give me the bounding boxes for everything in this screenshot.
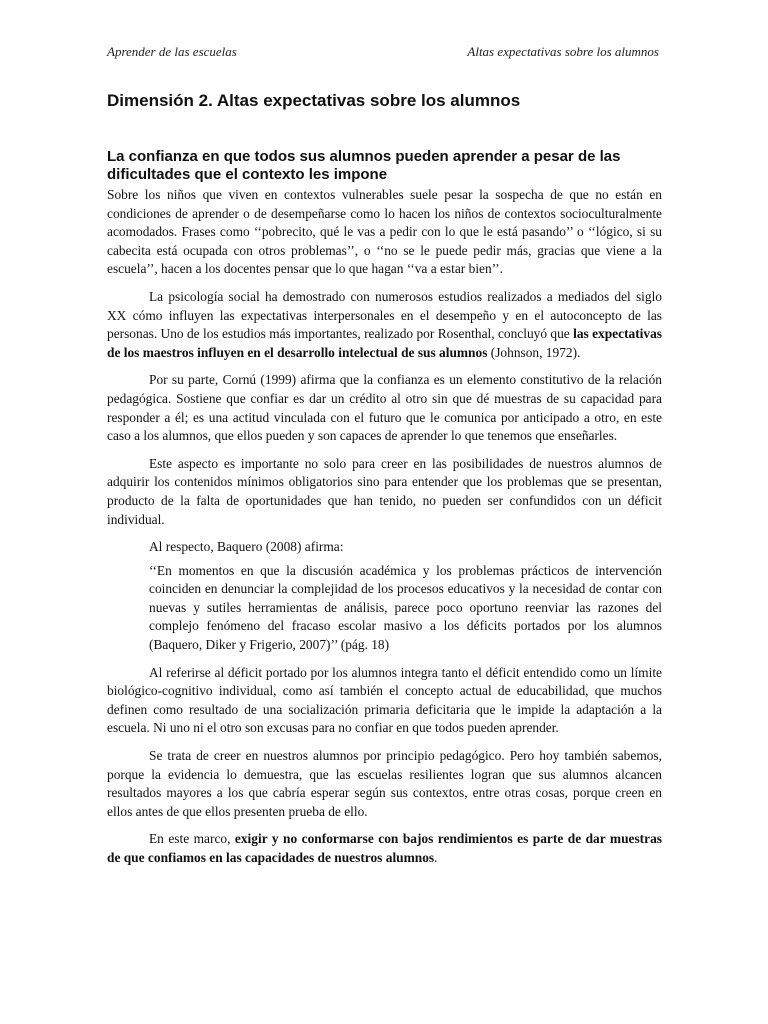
paragraph-3: Por su parte, Cornú (1999) afirma que la confianza es un elemento constitutivo de la relación pedagógica. Sostiene que confiar es dar un crédito al otro sin que dé muestras de su capacidad para responder a él; es una actitud vinculada con el futuro que le comunica por anticipado a otro, en este caso a los alumnos, que ellos pueden y son capaces de aprender lo que tenemos que enseñarles. bbox=[107, 372, 662, 444]
paragraph-2 bbox=[107, 288, 662, 362]
paragraph-2-bold: las expectativas de los maestros influyen en el desarrollo intelectual de sus alumnos bbox=[107, 326, 663, 360]
paragraph-2-text-b: (Johnson, 1972). bbox=[487, 344, 581, 360]
body-text bbox=[107, 186, 662, 877]
paragraph-6: Al referirse al déficit portado por los alumnos integra tanto el déficit entendido como un límite biológico-cognitivo individual, como así también el concepto actual de educabilidad, que muchos definen como resultado de una socialización primaria deficitaria que le impide la adaptación a la escuela. Ni uno ni el otro son excusas para no confiar en que todos pueden aprender. bbox=[107, 664, 662, 736]
section-title: La confianza en que todos sus alumnos pueden aprender a pesar de las dificultades que el contexto les impone bbox=[107, 148, 621, 183]
running-header bbox=[107, 44, 659, 60]
block-quote: ‘‘En momentos en que la discusión académica y los problemas prácticos de intervención coinciden en denunciar la complejidad de los procesos educativos y la necesidad de contar con nuevas y sutiles herramientas de análisis, parece poco oportuno reenviar las razones del complejo fenómeno del fracaso escolar masivo a los déficits portados por los alumnos (Baquero, Diker y Frigerio, 2007)’’ (pág. 18) bbox=[149, 562, 662, 653]
paragraph-8-bold: exigir y no conformarse con bajos rendimientos es parte de dar muestras de que confiamos en las capacidades de nuestros alumnos bbox=[107, 831, 662, 865]
paragraph-8-text-a: En este marco, bbox=[149, 831, 235, 847]
paragraph-8 bbox=[107, 830, 662, 867]
dimension-title: Dimensión 2. Altas expectativas sobre los alumnos bbox=[107, 91, 521, 110]
paragraph-2-text-a: La psicología social ha demostrado con numerosos estudios realizados a mediados del siglo XX cómo influyen las expectativas interpersonales en el desempeño y en el autoconcepto de las personas. Uno de los estudios más importantes, realizado por Rosenthal, concluyó que bbox=[107, 288, 662, 342]
paragraph-4: Este aspecto es importante no solo para creer en las posibilidades de nuestros alumnos de adquirir los contenidos mínimos obligatorios sino para entender que los problemas que se presentan, producto de la falta de oportunidades que han tenido, no pueden ser confundidos con un déficit individual. bbox=[107, 455, 662, 527]
paragraph-7: Se trata de creer en nuestros alumnos por principio pedagógico. Pero hoy también sabemos, porque la evidencia lo demuestra, que las escuelas resilientes logran que sus alumnos alcancen resultados mayores a los que cabría esperar según sus contextos, entre otras cosas, porque creen en ellos antes de que ellos presenten prueba de ello. bbox=[107, 748, 662, 819]
paragraph-1: Sobre los niños que viven en contextos vulnerables suele pesar la sospecha de que no están en condiciones de aprender o de desempeñarse como lo hacen los niños de contextos socioculturalmente acomodados. Frases como ‘‘pobrecito, qué le vas a pedir con lo que le está pasando’’ o ‘‘lógico, si su cabecita está ocupada con otros problemas’’, o ‘‘no se le puede pedir más, gracias que viene a la escuela’’, hacen a los docentes pensar que lo que hagan ‘‘va a estar bien’’. bbox=[107, 187, 662, 277]
paragraph-8-text-b: . bbox=[434, 850, 438, 865]
header-right: Altas expectativas sobre los alumnos bbox=[467, 44, 659, 59]
paragraph-5: Al respecto, Baquero (2008) afirma: bbox=[149, 539, 344, 555]
header-left: Aprender de las escuelas bbox=[107, 44, 237, 59]
